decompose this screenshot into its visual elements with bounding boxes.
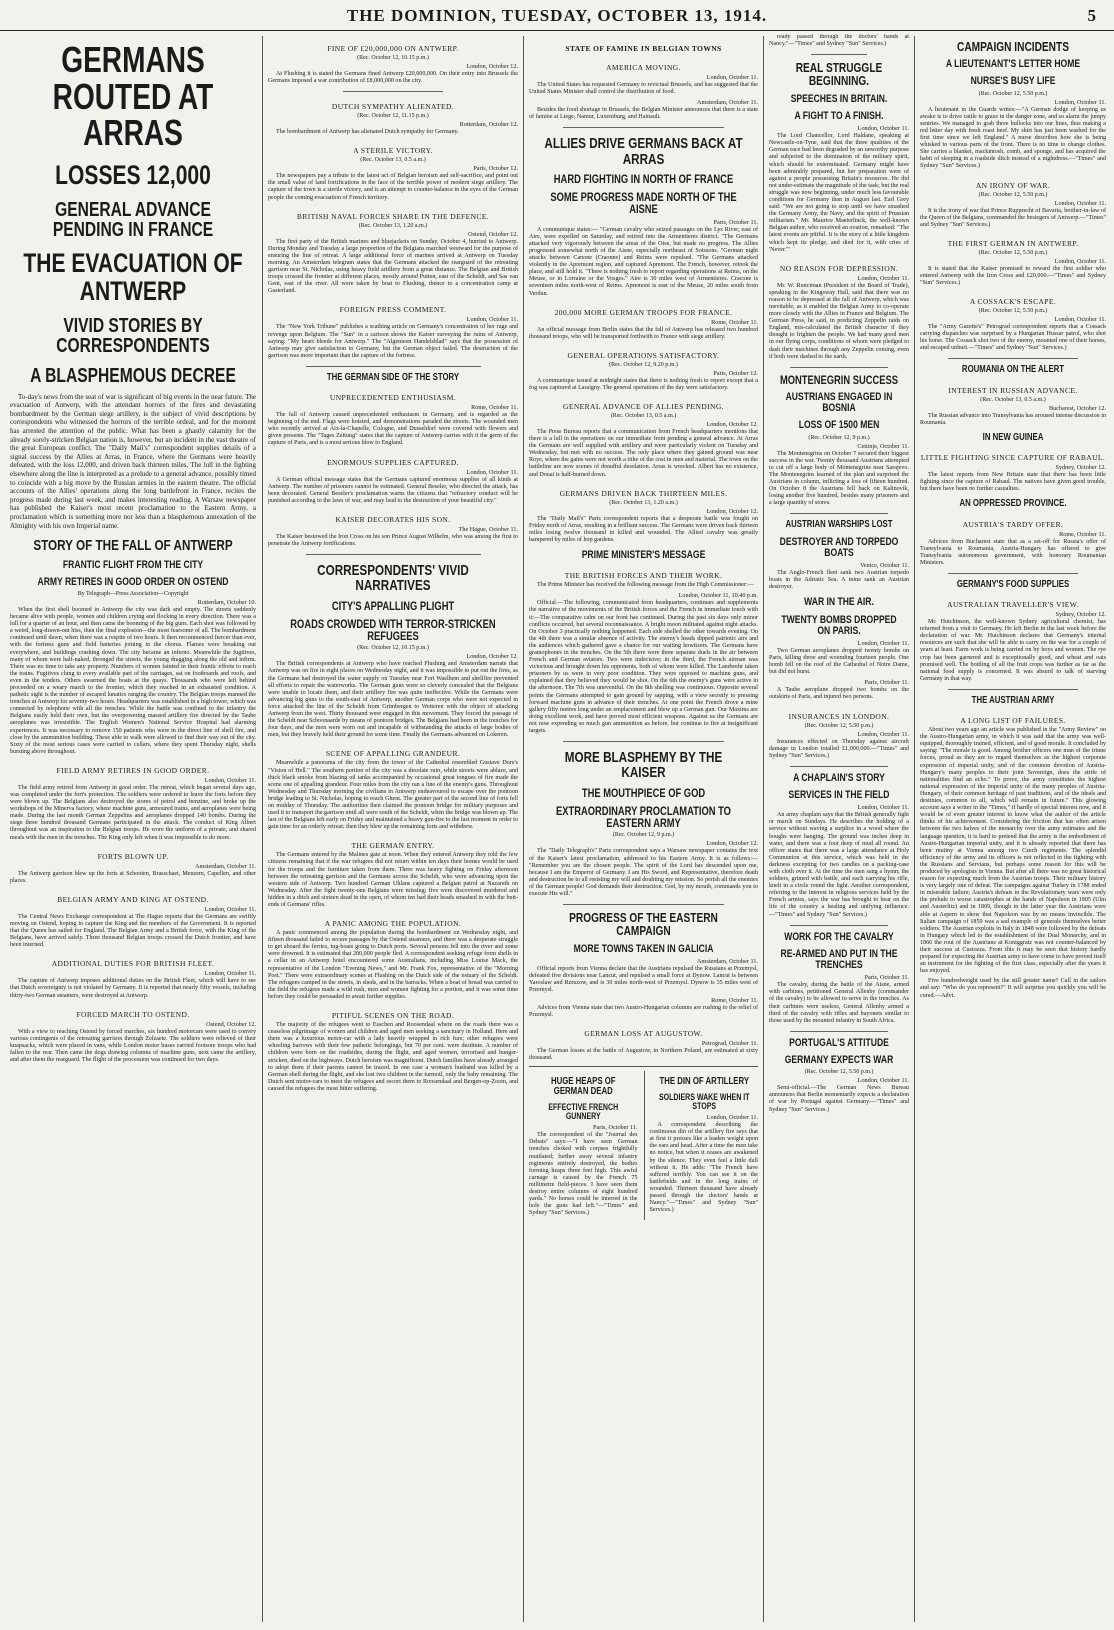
received-line: (Rec. October 12, 5.50 p.m.) (804, 722, 874, 729)
page-number: 5 (1087, 6, 1096, 25)
section-head: FIELD ARMY RETIRES IN GOOD ORDER. (56, 765, 210, 775)
section-subheadline: SOME PROGRESS MADE NORTH OF THE AISNE (550, 190, 737, 217)
section-headline: THE DIN OF ARTILLERY (658, 1075, 749, 1087)
received-line: (Rec. October 12, 10.15 p.m.) (357, 645, 429, 652)
article-text: Mr. W. Runciman (President of the Board of Trade), speaking in the Kingsway Hall, said that there was no reason to be depressed at the fall of Antwerp, which was inevitable, as it enabled the Belgian Army to co-operate more closely with the Allies in France and Belgium. The German Press, he said, in predicting Zeppelin raids on England, mis-calculated the British character if they thought to frighten the people. We had many good men in our flying corps, conditions of whom were pledged to dash their machines through any Zeppelin coming, even if both were dashed to the earth. (769, 282, 909, 360)
section-headline: HUGE HEAPS OF GERMAN DEAD (550, 1075, 616, 1097)
article-text: The majority of the refugees went to Esschen and Roosendaal where on the roads there was a ceaseless pilgrimage of women and children and aged men seeking a sanctuary in Holland. Here and there was a luxurious motor-car with a lady heavily wrapped in rich furs; other refugees were wheeling barrows with their few pathetic belongings, but 70 per cent. were destitute. A number of children were born on the roadsides, during the flight, and aged women, terrorised and hunger-stricken, died on the highways. Dutch heroism was magnificent. Dutch families have already arranged to adopt them if their parents cannot be traced. In one case a woman's husband was killed by a German shell during the flight, and she lost two children in the turmoil, only the baby remaining. The Dutch sent motor-cars to meet the refugees and escort them to Roosendaal and Bergen-op-Zoom, and caused the refugees the most bitter suffering. (268, 1022, 518, 1092)
dateline: Amsterdam, October 11. (195, 862, 256, 870)
bottom-right-story (644, 1071, 759, 1221)
dateline: Rome, October 11. (711, 318, 758, 326)
article-text: The capture of Antwerp imposes additional duties on the British Fleet, which will have to see that Dutch sovereignty is not violated by Germany. It is reported that nearly fifty vessels, including thirty-two German steamers, were destroyed at Antwerp. (10, 978, 256, 999)
section-subheadline: GERMANY EXPECTS WAR (784, 1054, 894, 1067)
column-2 (268, 34, 518, 1624)
divider (306, 554, 481, 555)
received-line: (Rec. October 12, 5.50 p.m.) (978, 308, 1048, 315)
section-head: BRITISH NAVAL FORCES SHARE IN THE DEFENCE. (296, 211, 490, 221)
article-text: Advices from Vienna state that two Austro-Hungarian columns are rushing to the relief of Przemysl. (529, 1005, 758, 1019)
story-head: STORY OF THE FALL OF ANTWERP (33, 537, 233, 555)
section-head: FINE OF £20,000,000 ON ANTWERP. (327, 44, 459, 53)
dateline: London, October 12. (706, 420, 758, 428)
article-text: A panic commenced among the population during the bombardment on Wednesday night, and fifteen thousand failed to secure passages by the Ostend steamers, and there was a desperate struggle to get aboard the ferries, tug-boats going to Dutch ports. Several persons fell into the river and some were drowned. It is estimated that 200,000 people fled. A correspondent seeking refuge from shells in a cellar in an Antwerp hotel encountered some Australians, including Miss Louise Mack, the representative of the London "Evening News," and Mr. Frank Fox, representative of the "Morning Post." There were extraordinary scenes at Flushing on the Dutch side of the estuary of the Scheldt. The refugees camped in the streets, in sheds, and in the barracks. When a boat of bread was carried to the field the refugees made a wild rush, men and women fighting for a portion, and it was some time before they could be persuaded to await further supplies. (268, 930, 518, 1000)
section-head: UNPRECEDENTED ENTHUSIASM. (329, 393, 457, 403)
article-text: The correspondent of the "Journal des Debats" says:—"I have seen German trenches choked with corpses frightfully mutilated; further away several infantry regiments entirely destroyed, the bodies forming heaps three feet high. This awful carnage is caused by the French 75 millimetre field-pieces. I have seen them destroy entire columns of eight hundred yards." No horses could be interred in the hole the guns had left."—"Times" and Sydney "Sun" Services.) (529, 1132, 638, 1217)
article-text: Mr. Hutchinson, the well-known Sydney agricultural chemist, has returned from a visit to Germany. He left Berlin in the last week before the declaration of war. Mr. Hutchinson declares that Germany's internal resources are such that she will be able to carry on the war for a couple of years at least. Farm work is being carried on by boys and women. The rye crop has been garnered and is exceptionally good, and wheat and oats promised well. The bottling of all the fruit crops was further as far as the national food supply is concerned. It was absurd to talk of starving Germany in that way. (920, 619, 1106, 682)
dateline: London, October 11. (857, 125, 909, 133)
dateline: London, October 11. (857, 804, 909, 812)
article-text: The Central News Exchange correspondent at The Hague reports that the Germans are swiftly moving on Ostend, hoping to capture the King and the members of the Government. It is reported that the Queen has sailed for England. The Belgian Army and a British force, with the King of the Belgians, have arrived safely. Three thousand Belgian troops crossed the Dutch frontier, and have been interned. (10, 913, 256, 949)
article-text: A Taube aeroplane dropped two bombs on the outskirts of Paris, and injured two persons. (769, 687, 909, 701)
received-line: (Rec. October 13, 1.20 a.m.) (358, 222, 428, 229)
section-head: A PANIC AMONG THE POPULATION. (324, 919, 462, 929)
column-rule (914, 36, 915, 1622)
article-text: A German official message states that the Germans captured enormous supplies of all kinds at Antwerp. The number of prisoners cannot be estimated. General Beseler, who directed the attack, has been decorated. General Beseler's proclamation warns the citizens that "refractory conduct will be punished according to the laws of war, and may lead to the destruction of your beautiful city." (268, 476, 518, 504)
dateline: Rome, October 11. (471, 404, 518, 412)
dateline: London, October 11. (1054, 316, 1106, 324)
section-subheadline: RE-ARMED AND PUT IN THE TRENCHES (780, 947, 898, 972)
dateline: London, October 11. (1054, 199, 1106, 207)
article-text: The German losses at the battle of Augustow, in Northern Poland, are estimated at sixty thousand. (529, 1048, 758, 1062)
dateline: Ostend, October 12. (206, 1020, 256, 1028)
section-head: SCENE OF APPALLING GRANDEUR. (325, 749, 461, 759)
received-line: (Rec. October 12, 11.15 p.m.) (357, 113, 429, 120)
article-text: The field army retired from Antwerp in good order. The retreat, which began several days ago, was completed under the fort's protection. The soldiers were ordered to leave the forts before they were blown up. The Belgians also destroyed the stores of petrol and benzine, and broke up the workshops of the Minerva factory, where machine guns, armoured trains, and aeroplanes were being made. During the last month German Zeppelins and aeroplanes dropped 140 bombs. During the siege three hundred thousand Germans participated in the attack. The conduct of King Albert throughout was an inspiration to the Belgian troops. He wore the uniform of a private, and shared meals with the men in the trenches. The King only left when it was impossible to do more. (10, 784, 256, 841)
article-text: At Flushing it is stated the Germans fined Antwerp £20,000,000. On their entry into Brussels the Germans imposed a war contribution of £8,000,000 on the city. (268, 71, 518, 85)
divider (811, 54, 867, 55)
section-subheadline: MORE TOWNS TAKEN IN GALICIA (573, 942, 714, 955)
section-subheadline: SERVICES IN THE FIELD (788, 789, 890, 802)
section-subhead: THE BRITISH FORCES AND THEIR WORK. (564, 571, 723, 581)
dateline: London, October 11. (857, 274, 909, 282)
dateline: Petrograd, October 11. (701, 1040, 758, 1048)
section-subheadline: SPEECHES IN BRITAIN. (790, 92, 888, 105)
divider (790, 367, 888, 368)
article-text: Semi-official.—The German News Bureau announces that Berlin momentarily expects a declaration of war by Portugal against Germany.—"Times" and Sydney "Sun" Services.) (769, 1085, 909, 1113)
article-text: About two years ago an article was published in the "Army Review" on the Austro-Hungarian army, in which it was said that the army was well-equipped, thoroughly trained, efficient, and of good morale. It concluded by saying: "The morale is good. Among brother officers one man of the triune forces, proud as they are to regard themselves as the highest corporate expression of imperial unity, and of the common devotion of Austria-Hungary's many peoples to their joint Sovereign, does the strife of nationalities find an echo." To prove, the army constitutes the highest national expression of the imperial unity of the many peoples of Austria-Hungary, of their common heritage of past traditions, and of the ideals and destinies, common to all, which will remain in future." This glowing account says a writer in the "Times," if hardly of special interest now, and it would be of even greater interest to know what the author of the article thinks of his achievement. Considering the friction that has often arisen between the two halves of the monarchy over the army estimates and the language question, it is hard to pretend that the army is the embodiment of Austro-Hungarian imperial unity, and it is already reported that there has been mutiny at Vienna among two Czech regiments. The splendid efficiency of the army and its officers is not reflected in the fighting with the Russians and Servians, but perhaps some reason for this will be produced by apologists in Vienna. But after all there was no great historical reason for expecting much from the Austrian troops. Their military history is very largely one of defeat. The campaigns against Turkey in 1788 ended in miserable failure; Austria's defeats in the Revolutionary wars were only the prelude to worse catastrophes at the hands of Napoleon in 1805 (Ulm and Austerlitz) and in 1809, though in the latter year the Austrians were able at Aspern to show that Napoleon was by no means invincible. The Italian campaign of 1859 was a sad example of generals themselves better soldiers. The Austrian exploits in Italy in 1848 were followed by the defeats in Hungary which led to the establishment of the Dual Monarchy, and in 1866 the rout of the Austrians at Koniggratz was not counter-balanced by their success at Custozza. From this it may be seen that history hardly prepared for expecting the Austrian army to have come to have proved itself an instrument for the fighting of the first class, especially after the years it has enjoyed. (920, 727, 1106, 975)
article-text: The Germans entered by the Malines gate at noon. When they entered Antwerp they told the few citizens remaining that if the war refugees did not return within ten days their homes would be used for the troops and the furniture taken from them. There was heavy fighting on Friday afternoon between the retreating garrison and the Germans across the Scheldt, who were advancing upon the western side of Antwerp. Two hundred German Uhlans captured a Belgian patrol at Nazareth on Wednesday. After the fight twenty-one Belgians were missing; five were discovered murdered and hidden in a ditch and sixteen dead in the open, of whom ten had their heads smashed in with the butt-ends of Germans' rifles. (268, 852, 518, 909)
article-text: The latest reports from New Britain state that there has been little fighting since the capture of Rabaul. The natives have given good trouble, but there have been no further casualties. (920, 472, 1106, 493)
article-text: The Montenegrins on October 7 secured their biggest success in the war. Twenty thousand Austrians attempted to cut off a large body of Montenegrins near Sarajevo. The Montenegrins learned of the plan and surprised the Austrians in column, inflicting a loss of fifteen hundred. On October 8 the Austrians fell back on Kalinovik, losing another five hundred, besides many prisoners and a large quantity of stores. (769, 450, 909, 507)
dateline: London, October 11. (204, 905, 256, 913)
article-intro: The Prime Minister has received the following message from the High Commissioner:— (537, 582, 754, 589)
section-subheadline: EFFECTIVE FRENCH GUNNERY (548, 1101, 619, 1122)
article-text: The "Army Gazette's" Petrograd correspondent reports that a Cossack carrying dispatches was surprised by a Hungarian Hussar patrol, who shot his horse. The Cossack shot two of the enemy, mounted one of their horses, and escaped unhurt.—"Times" and Sydney "Sun" Services.) (920, 324, 1106, 352)
section-head: GERMANS DRIVEN BACK THIRTEEN MILES. (559, 488, 728, 498)
divider (790, 513, 888, 514)
section-headline: THE AUSTRIAN ARMY (971, 694, 1055, 706)
article-text: A lieutenant in the Guards writes:—"A German dodge of keeping us awake is to drive cattle to graze in the danger zone, and so alarm the jumpy sentries. We managed to grab three bullocks into our lines, thus making a red letter day with fresh roast beef. My shirt has just been washed for the first time since we left England." A nurse describes how she is being whisked to various parts of the front. There is no time to change clothes. She carries a blanket, mackintosh, comb, and sponge, and has acquired the habit of sleeping in a roadside ditch instead of a nightdress.—"Times" and Sydney "Sun" Services.) (920, 106, 1106, 170)
received-line: (Rec. October 13, 0.5 a.m.) (360, 157, 426, 164)
section-subhead: INTEREST IN RUSSIAN ADVANCE. (948, 385, 1078, 395)
dateline: Sydney, October 12. (1055, 611, 1106, 619)
dateline: Paris, October 11. (593, 1124, 638, 1132)
section-subheadline: TWENTY BOMBS DROPPED ON PARIS. (781, 613, 897, 637)
section-head: GENERAL ADVANCE OF ALLIES PENDING. (563, 401, 724, 411)
dateline: Sydney, October 12. (1055, 464, 1106, 472)
section-headline: PROGRESS OF THE EASTERN CAMPAIGN (569, 910, 718, 939)
section-subheadline: THE MOUTHPIECE OF GOD (581, 785, 706, 800)
section-subheadline: LOSS OF 1500 MEN (798, 419, 880, 432)
section-head: KAISER DECORATES HIS SON. (335, 514, 451, 524)
section-subhead: A LONG LIST OF FAILURES. (960, 716, 1066, 726)
dateline: London, October 12. (706, 840, 758, 848)
dateline: London, October 11. (1054, 257, 1106, 265)
headline-main: GERMANS ROUTED AT ARRAS (52, 39, 214, 154)
column-4 (769, 34, 909, 1624)
dateline: Paris, October 11. (713, 218, 758, 226)
article-text: The fall of Antwerp caused unprecedented enthusiasm in Germany, and is regarded as the beginning of the end. Flags were hoisted, and demonstrations paraded the streets. The wounded men who recently arrived at Aix-la-Chapelle, Cologne, and Dusseldorf were covered with flowers and given presents. The "Tages Zeitung" states that the capture of Antwerp carries with it the germ of the capture of Paris, and is a most serious blow to England. (268, 412, 518, 447)
dateline: Paris, October 12. (713, 369, 758, 377)
section-subheadline: A LIEUTENANT'S LETTER HOME (945, 58, 1081, 71)
received-line: (Rec. October 12, 5.50 p.m.) (804, 1069, 874, 1076)
section-headline: PORTUGAL'S ATTITUDE (789, 1036, 889, 1049)
dateline: Paris, October 12. (473, 165, 518, 173)
dateline: London, October 11. (706, 1114, 758, 1122)
section-headline: A CHAPLAIN'S STORY (793, 771, 885, 784)
column-rule (523, 36, 524, 1622)
dateline: Amsterdam, October 11. (697, 99, 758, 107)
dateline: London, October 12. (706, 507, 758, 515)
headline-vivid-stories: VIVID STORIES BY CORRESPONDENTS (56, 314, 210, 357)
article-text: A communique states:— "German cavalry who seized passages on the Lys River, east of Aire, were expelled on Saturday, and retired into the Armentieres district. "The Germans attacked very vigorously between the areas of the Oise, but made no progress. The Allies progressed somewhat north of the Aisne, especially northeast of Soissons. "German night attacks between Canone (Craonne) and Reims were repulsed. "The Germans attacked violently in the Apremont region, and captured Apremont. The French, however, retook the place, and still hold it. "There is nothing fresh to report regarding operations at Reims, on the Meuse, or in Lorraine or the Vosges." Aire is 30 miles west of Armentieres. Cracone is seventeen miles north-west of Reims. Apremont is east of the Meuse, 20 miles south from Verdun. (529, 226, 758, 297)
section-headline: REAL STRUGGLE BEGINNING. (795, 60, 883, 89)
article-continuation: ready passed through the doctors' hands at Nancy."—"Times" and Sydney "Sun" Services.) (769, 34, 909, 48)
section-headline: IN NEW GUINEA (982, 431, 1044, 443)
section-head: FOREIGN PRESS COMMENT. (339, 305, 447, 315)
section-subheadline: ROADS CROWDED WITH TERROR-STRICKEN REFUGEES (290, 616, 496, 644)
divider (948, 573, 1078, 574)
section-head: A COSSACK'S ESCAPE. (969, 297, 1057, 307)
masthead (0, 0, 1114, 31)
received-line: (Rec. October 12, 9 p.m.) (612, 832, 675, 839)
section-subhead: AUSTRALIAN TRAVELLER'S VIEW. (947, 600, 1079, 610)
dateline: Ostend, October 12. (468, 230, 518, 238)
article-text: Official.—The following, communicated from headquarters, continues and supplements the narrative of the movements of the British forces and the French in immediate touch with it:—The comparative calm on our front has continued. During the past six days only minor conflicts occurred, but several reconnaissance. A bright moon militated against night attacks. On October 3 practically nothing happened. Each side shelled the other towards evening. On the 4th there was a similar absence of activity. The enemy's heads dipped patriotic airs and the audiences which gathered gave a chance for our waiting howitzers. The Germans have gramophones in the trenches. On the 5th there were three separate duels in the air between French and German aviators. Two were indecisive; in the third, the French airman was victorious and brought down his opponents, both of whom were killed. The Landwehr taken prisoners by us were in very poor condition. They were opposed to machine guns, and explained that they believed they would be shot. On the 6th the enemy's guns were active in the afternoon. The 7th was uneventful. On the 8th shelling was continuous. Opposite several points the Germans attempted to gain ground by sapping, with a view secretly to pressing forward machine guns in advance of their trenches. At one point the French drove a mine gallery fifty metres long under an emplacement and blew up a German gun. Our Maxims are doing excellent work, and have proved most efficient weapons. Against us the Germans are not now expending so much gun ammunition as before, but continue to fire at insignificant targets. (529, 600, 758, 735)
divider (948, 358, 1078, 359)
divider (306, 366, 481, 367)
divider (563, 741, 723, 742)
article-text: The Russian advance into Transylvania has aroused intense discussion in Roumania. (920, 412, 1106, 426)
article-text: The cavalry, during the battle of the Aisne, armed with carbines, petitioned General Allenby (commander of the cavalry) to be allowed to serve in the trenches. As their carbines were useless, General Allenby armed a third of the cavalry with rifles and bayonets similar to those used by the mounted infantry in South Africa. (769, 982, 909, 1024)
article-text: An army chaplain says that the British generally fight or march on Sundays. He describes the holding of a service without waving a surplice in a wood where the boughs were hanging. The ground was inches deep in water, and there was a foot deep of mud all round. An officer states that there was a large attendance at Holy Communion at this service, which was held in the darkness excepting for two candles on a packing-case with cloth over it. At the time the men sang a hymn; the soldiers, grimed with battle, and each carrying his rifle, knelt in a circle round the light. Another correspondent, referring to the interest in religious services held by the French armies, says the war has brought to bear on the life of the country a healing and unifying influence.—"Times" and Sydney "Sun" Services.) (769, 812, 909, 918)
dateline: Rome, October 11. (1059, 530, 1106, 538)
dateline: London, October 11. (857, 639, 909, 647)
article-text: The Antwerp garrison blew up the forts at Schooten, Brasschaet, Meuzem, Capellen, and other places. (10, 870, 256, 884)
article-text: The first party of the British marines and bluejackets on Sunday, October 4, hurried to Antwerp. During Monday and Tuesday a large proportion of the Belgians marched westward for the purpose of ensuring the line of retreat. A large additional force of marines arrived at Antwerp on Tuesday morning. An Amsterdam telegram states that the Germans attacked the rearguard of the retreating garrison near St. Nicholas, using heavy field artillery from a great distance. The Belgian and British troops crossed the frontier at different places, mostly around Putten, east of the Scheldt, and Sas van Gent, east of the river. All were taken by boat to Flushing, thence to a concentration camp at Gasterland. (268, 238, 518, 295)
article-text: Two German aeroplanes dropped twenty bombs on Paris, killing three and wounding fourteen people. One bomb fell on the roof of the Cathedral of Notre Dame, but did not burst. (769, 647, 909, 676)
received-line: (Rec. October 12, 9.20 p.m.) (609, 361, 678, 368)
received-line: (Rec. October 12, 5.50 p.m.) (978, 249, 1048, 256)
section-head: 200,000 MORE GERMAN TROOPS FOR FRANCE. (554, 307, 733, 317)
section-head: FORCED MARCH TO OSTEND. (76, 1009, 190, 1019)
dateline: London, October 12. (466, 653, 518, 661)
section-head: NO REASON FOR DEPRESSION. (779, 263, 899, 273)
section-head: STATE OF FAMINE IN BELGIAN TOWNS (565, 44, 722, 53)
article-text: It is stated that the Kaiser promised to reward the first soldier who entered Antwerp with the Iron Cross and £20,000.—"Times" and Sydney "Sun" Services.) (920, 265, 1106, 286)
received-line: (Rec. October 12, 5.50 p.m.) (978, 90, 1048, 97)
section-head: GENERAL OPERATIONS SATISFACTORY. (567, 350, 720, 360)
section-head: GERMAN LOSS AT AUGUSTOW. (584, 1029, 703, 1039)
section-subhead: LITTLE FIGHTING SINCE CAPTURE OF RABAUL. (920, 453, 1106, 463)
section-head: FORTS BLOWN UP. (97, 851, 169, 861)
section-headline: MORE BLASPHEMY BY THE KAISER (564, 749, 723, 782)
article-text: The "Daily Telegraph's" Paris correspondent says a Warsaw newspaper contains the text of the Kaiser's latest proclamation, addressed to his Eastern Army. It is as follows:— "Remember you are the chosen people. The spirit of the Lord has descended upon me, because I am the Emperor of Germany. I am His Sword, and Representative, therefore death and destruction be to all resisting my will and doubting my mission. So perish all the enemies of the German people! God demands their destruction. God, by my mouth, commands you to execute His will." (529, 848, 758, 897)
story-subhead: ARMY RETIRES IN GOOD ORDER ON OSTEND (37, 575, 229, 588)
dateline: Rotterdam, October 12. (459, 121, 518, 129)
section-head: THE FIRST GERMAN IN ANTWERP. (947, 238, 1079, 248)
article-text: The British correspondents at Antwerp who have reached Flushing and Amsterdam narrate that Antwerp was on fire in eight places on Wednesday night, and it was impossible to put out the fires, as the Germans had destroyed the water supply on Tuesday near Fort Waelhem and shellfire prevented all efforts to repair the waterworks. The German guns were so cleverly concealed that the Belgians were unable to locate them, and their artillery fire was quite ineffective. While the Germans were advancing big guns to the south-east of Antwerp, another German corps who were not expected in force attacked the line of the Scheldt from Grimbergen to Wetteren with the object of attacking Antwerp from the west. Thirty thousand were engaged in this movement. They forced the passage of the Scheldt near Schoonaarde by means of pontoon bridges. The Belgians had been in the trenches for four days, and the men were worn out and incapable of withstanding the attacks of large bodies of men, but they bravely held their ground for some time. Finally the Germans advanced on Lokeren. (268, 661, 518, 739)
byline: By Telegraph—Press Association—Copyright (77, 590, 189, 597)
article-text: The newspapers pay a tribute to the latest act of Belgian heroism and self-sacrifice, and point out the small value of land fortifications in the face of the terrible power of modern siege artillery. The capture of the town is a sterile victory, and is an attempt to counter-balance in the eyes of the German people the coming evacuation of French territory. (268, 173, 518, 201)
section-head: ENORMOUS SUPPLIES CAPTURED. (327, 457, 459, 467)
article-text: The Anglo-French fleet sank two Austrian torpedo boats in the Adriatic Sea. A mine sank an Austrian destroyer. (769, 570, 909, 591)
section-headline: ROUMANIA ON THE ALERT (961, 364, 1065, 376)
dateline: London, October 11. (1054, 98, 1106, 106)
column-5 (920, 34, 1106, 1624)
column-rule (763, 36, 764, 1622)
article-text: It is the irony of war that Prince Rupprecht of Bavaria, brother-in-law of the Queen of the Belgians, commanded the besiegers of Antwerp.—"Times" and Sydney "Sun" Services.) (920, 207, 1106, 228)
section-subheadline: EXTRAORDINARY PROCLAMATION TO EASTERN ARMY (556, 803, 731, 831)
section-headline: ALLIES DRIVE GERMANS BACK AT ARRAS (544, 135, 743, 168)
section-headline: GERMANY'S FOOD SUPPLIES (956, 578, 1070, 590)
article-text: Insurances effected on Thursday against aircraft damage in London totalled £1,000,000.—"Times" and Sydney "Sun" Services.) (769, 738, 909, 759)
divider (563, 904, 723, 905)
article-text: The Press Bureau reports that a communication from French headquarters mentions that there is a lull in the operations on our immediate front pending a general advance. At Arras the Germans are well supplied with artillery and were particularly violent on Tuesday and Wednesday, but met with no success. The only place where they gained ground was near Roye, where the gains were not worth a tithe of the cost in men and material. The town on the battleline are now scenes of dreadful desolation. Arras is wrecked. Albert has no existence, and Douai is half-burned down. (529, 428, 758, 478)
section-head: DUTCH SYMPATHY ALIENATED. (331, 102, 455, 112)
divider (343, 91, 443, 92)
masthead-title: THE DOMINION, TUESDAY, OCTOBER 13, 1914. (346, 6, 768, 25)
article-text: A correspondent describing the continuous din of the artillery fire says that at first it presses like a leaden weight upon the ears and head. After a time the men take no notice, but when it ceases are awakened by the silence. They even feel a little dull without it. He adds: "The French have suffered terribly. You can see it on the battlefields and in the long trains of wounded. Thirteen thousand have already passed through the doctors' hands at Nancy."—"Times" and Sydney "Sun" Services.) (649, 1122, 758, 1214)
column-1 (10, 34, 256, 1624)
article-text: Advices from Bucharest state that as a set-off for Russia's offer of Transylvania to Roumania, Austria-Hungary has offered to give Transylvania autonomous government, with honorary Roumanian Ministers. (920, 538, 1106, 566)
dateline: London, October 11. (204, 776, 256, 784)
dateline: London, October 11. (857, 730, 909, 738)
divider (563, 127, 723, 128)
section-headline: PRIME MINISTER'S MESSAGE (581, 549, 706, 562)
section-subheadline: NURSE'S BUSY LIFE (970, 75, 1056, 88)
lead-paragraph: To-day's news from the seat of war is significant of big events in the near future. The evacuation of Antwerp, with the attendant horrors of the fires and devastating bombardment by the German siege artillery, is the subject of vivid descriptions by correspondents who witnessed the horrors of the terrible ordeal, and for the moment has arrested the attention of the public. What has been a ghastly calamity for the already sorely-stricken Belgian nation is, however, but an incident in the vast theatre of the great European conflict. The "Daily Mail's" correspondent supplies details of a signal success by the Allies at Arras, in France, where the Germans were heavily defeated, with the loss 12,000, and driven back thirteen miles. The lull in the fighting elsewhere along the line is interpreted as a prelude to a general advance, possibly timed to coincide with a big move by the Russian armies in the eastern theatre. The official accounts of the Allies' operations along the long battlefront in France, recites the progress made during last week, and makes interesting reading. A Warsaw newspaper has published the Kaiser's most recent proclamation to the Eastern Army, a proclamation which is something more nor less than a blasphemous annexation of the Almighty with his own Imperial name. (10, 392, 256, 530)
column-rule (262, 36, 263, 1622)
section-subheadline: DESTROYER AND TORPEDO BOATS (779, 535, 899, 559)
section-head: INSURANCES IN LONDON. (788, 711, 890, 721)
bottom-left-story (529, 1071, 638, 1221)
story-subhead: FRANTIC FLIGHT FROM THE CITY (62, 558, 204, 571)
dateline: London, October 11, 10.40 p.m. (678, 592, 758, 600)
section-head: ADDITIONAL DUTIES FOR BRITISH FLEET. (51, 959, 215, 969)
section-subheadline: CITY'S APPALLING PLIGHT (331, 598, 455, 613)
article-text: Besides the food shortage in Brussels, the Belgian Minister announces that there is a state of famine at Liege, Namur, Luxemburg, and Hainault. (529, 107, 758, 121)
received-line: (Rec. October 12, 9 p.m.) (808, 434, 870, 441)
column-3 (529, 34, 758, 1624)
dateline: Rotterdam, October 10. (197, 598, 256, 606)
article-text: A communique issued at midnight states that there is nothing fresh to report except that a fog was captured at Lassigny. The general operations of the day were satisfactory. (529, 377, 758, 391)
section-headline: MONTENEGRIN SUCCESS (779, 372, 899, 387)
received-line: (Rec. October 12, 5.50 p.m.) (978, 191, 1048, 198)
divider (790, 766, 888, 767)
headline-advance: GENERAL ADVANCE PENDING IN FRANCE (52, 198, 214, 242)
article-text: The Lord Chancellor, Lord Haldane, speaking at Newcastle-on-Tyne, said that the three qualities of the German race had been degraded by an unworthy purpose and subjected to the domination of the military spirit, which should be exterminated. Germany might have been admirably prepared, but her preparation were of against a people possessing Britain's resources. He did not under-estimate the magnitude of the task; but the real struggle was now beginning, under much less favourable conditions for Germany than in August last. Earl Grey said: "We are not going to stop until we have smashed the Germany Army, the Navy, and the spirit of Prussian militarism." Mr. Maurice Maeterlinck, the well-known Belgian author, who received an ovation, remarked: "The latest events are pitiful. It is the story of a little kingdom which kept its pledge, and died for it, with cries of 'Never.'" (769, 133, 909, 253)
section-head: THE GERMAN ENTRY. (351, 841, 435, 851)
divider (790, 925, 888, 926)
dateline: London, October 11. (466, 468, 518, 476)
received-line: (Rec. October 13, 0.5 a.m.) (610, 412, 677, 419)
dateline: London, October 12. (466, 63, 518, 70)
received-line: (Rec. October 13, 0.5 a.m.) (980, 396, 1046, 403)
dateline: The Hague, October 11. (458, 525, 518, 533)
section-head: BELGIAN ARMY AND KING AT OSTEND. (57, 894, 209, 904)
received-line: (Rec. October 13, 1.20 a.m.) (609, 499, 678, 506)
section-subheadline: SOLDIERS WAKE WHEN IT STOPS (658, 1091, 749, 1111)
advertisement-text: Five hundredweight used by the still greater name? Call in the sailors and say: "Who do you represent?" It will surprise you quickly you will be cured.—Advt. (920, 978, 1106, 999)
section-headline: WAR IN THE AIR. (804, 596, 874, 609)
headline-blasphemous: A BLASPHEMOUS DECREE (30, 365, 236, 388)
section-subhead: AMERICA MOVING. (606, 63, 681, 72)
dateline: London, October 11. (466, 316, 518, 324)
article-text: Official reports from Vienna declare that the Austrians repulsed the Russians at Przemysl, defeated five divisions near Lancut, and repulsed a small force at Dynow. Lancut is between Yaroslaw and Rzeszow, and is 30 miles north-west of Przemysl. Dynow is 35 miles west of Przemysl. (529, 965, 758, 994)
article-text: The bombardment of Antwerp has alienated Dutch sympathy for Germany. (276, 129, 459, 136)
article-text: An official message from Berlin states that the fall of Antwerp has released two hundred thousand troops, who will be transported forthwith to France with siege artillery. (529, 326, 758, 340)
section-headline: CAMPAIGN INCIDENTS (957, 39, 1069, 54)
article-text: The United States has requested Germany to revictual Brussels, and has suggested that the United States Minister shall control the distribution of food. (529, 82, 758, 96)
headline-evacuation: THE EVACUATION OF ANTWERP (23, 248, 243, 306)
dateline: Venice, October 11. (860, 562, 909, 570)
section-headline: THE GERMAN SIDE OF THE STORY (326, 371, 460, 383)
dateline: London, October 11. (706, 74, 758, 81)
story-text: When the first shell boomed in Antwerp the city was dark and empty. The streets suddenly became alive with people, women and children crying and flocking in every direction. There was a lull for a quarter of an hour, and then came the booming of the big guns. Each shot was followed by a weird, long-drawn-out hiss, then the final explosion—the most fearsome of all. The bombardment continued until dawn, when there was a respite of two hours. It then recommenced fiercer than ever, with the fortress guns and field batteries joining in the chorus. Flames were breaking out everywhere, and buildings crashing down. The city became an inferno. Meanwhile the fugitives, many of whom were half-naked, thronged the streets, the young dragging along the old and infirm. There was no time to take any property. Numbers of women fainted in their frantic efforts to reach the trains. Fugitives clung to every available part of the carriages, sat on footboards and roofs, and even in the tenders. Others swarmed the boats at the quays. Thousands who were left behind proceeded on a weary march to the frontier, which they reached in an exhausted condition. A pathetic sight is the number of escaped lunatics ranging the country. The Belgian troops manned the trenches at Antwerp for seventy-two hours. Headquarters was established in a high tower, which was connected by telephone with all the trenches. While the battle was confined to the infantry the Belgians easily held their own, but the overpowering massed artillery fire directed by the Taube aeroplanes was irresistible. The English Women's National Service Hospital had alarming experiences. It was necessary to remove 150 patients who were in the direct line of shell fire, and close by the ammunition building. These able to walk were allowed to find their way out of the city. Sixty of the most serious cases were carried to cellars, where they spent Thursday night, shells bursting above throughout. (10, 606, 256, 755)
divider (790, 1031, 888, 1032)
dateline: Paris, October 11. (864, 974, 909, 982)
section-head: PITIFUL SCENES ON THE ROAD. (331, 1011, 455, 1021)
section-headline: WORK FOR THE CAVALRY (784, 930, 894, 943)
article-text: The "Daily Mail's" Paris correspondent reports that a desperate battle was fought on Friday north of Arras, resulting in a brilliant success. The Germans were driven back thirteen miles losing twelve thousand in killed and wounded. The Allied cavalry was greatly hampered by miles of hop gardens. (529, 515, 758, 543)
dateline: Rome, October 11. (711, 997, 758, 1005)
received-line: (Rec. October 12, 10.15 p.m.) (357, 55, 429, 61)
section-subhead: AUSTRIA'S TARDY OFFER. (962, 519, 1064, 529)
article-text: Meanwhile a panorama of the city from the tower of the Cathedral resembled Gustave Dore's "Vision of Hell." The southern portion of the city was a desolate ruin, while streets were ablaze, and thick black smoke from blazing oil tanks accompanied by occasional great tongues of fire made the scene one of appalling grandeur. Four miles from the city ran a line of the enemy's guns. Throughout Wednesday and Thursday morning the civilians in Antwerp endeavoured to escape over the pontoon bridge leading to St. Nicholas, hoping to reach Ghent. The greater part of the second line of forts fell on midday of Thursday. The authorities then claimed the pontoon bridge for military purposes and used it to transport the garrison until all were south of the Scheldt, when the bridge was blown up. The last of the Belgians left early on Friday and maintained a heavy gun-fire to the last moment in order to gain time for an orderly retreat; then they blew up the remaining forts and withdrew. (268, 760, 518, 831)
dateline: Paris, October 11. (864, 679, 909, 687)
divider (948, 689, 1078, 690)
dateline: London, October 11. (857, 1077, 909, 1085)
article-text: The Kaiser bestowed the Iron Cross on his son Prince August Wilhelm, who was among the first to penetrate the Antwerp fortifications. (268, 533, 518, 547)
article-text: The "New York Tribune" publishes a scathing article on Germany's concentration of her rage and revenge upon Belgium. The "Sun" in a cartoon shows the Kaiser surveying the ruins of Antwerp, saying: "My heart bleeds for Antwerp." The "Algemeen Handelsblad" says that the possession of Antwerp may give satisfaction to Germany, but the German object failed. The destruction of the garrison was more important than the capture of the fortress. (268, 324, 518, 359)
section-headline: AN OPPRESSED PROVINCE. (959, 498, 1067, 510)
dateline: London, October 11. (204, 970, 256, 978)
section-head: AN IRONY OF WAR. (975, 180, 1051, 190)
section-headline: CORRESPONDENTS' VIVID NARRATIVES (317, 562, 469, 595)
section-subheadline: HARD FIGHTING IN NORTH OF FRANCE (553, 171, 734, 186)
section-headline: AUSTRIAN WARSHIPS LOST (785, 519, 893, 531)
section-subheadline: AUSTRIANS ENGAGED IN BOSNIA (785, 390, 893, 415)
article-text: With a view to reaching Ostend by forced marches, six hundred motorcars were used to convey various contingents of the retreating garrison through Zelzaete. The soldiers were relieved of their knapsacks, which were placed in vans, while London motor buses carried footsore troops who had fallen to the rear. Then came the dogs drawing columns of machine guns, next came the artillery, and after them the rearguard. The flight of the procession was continued for two days. (10, 1028, 256, 1063)
section-subheadline: A FIGHT TO A FINISH. (794, 109, 884, 122)
dateline: Cettinje, October 11. (857, 442, 909, 450)
section-head: A STERILE VICTORY. (353, 146, 433, 156)
bottom-split (529, 1066, 758, 1221)
dateline: Amsterdam, October 11. (697, 957, 758, 965)
headline-losses: LOSSES 12,000 (55, 160, 211, 191)
dateline: Bucharest, October 12. (1048, 404, 1106, 412)
